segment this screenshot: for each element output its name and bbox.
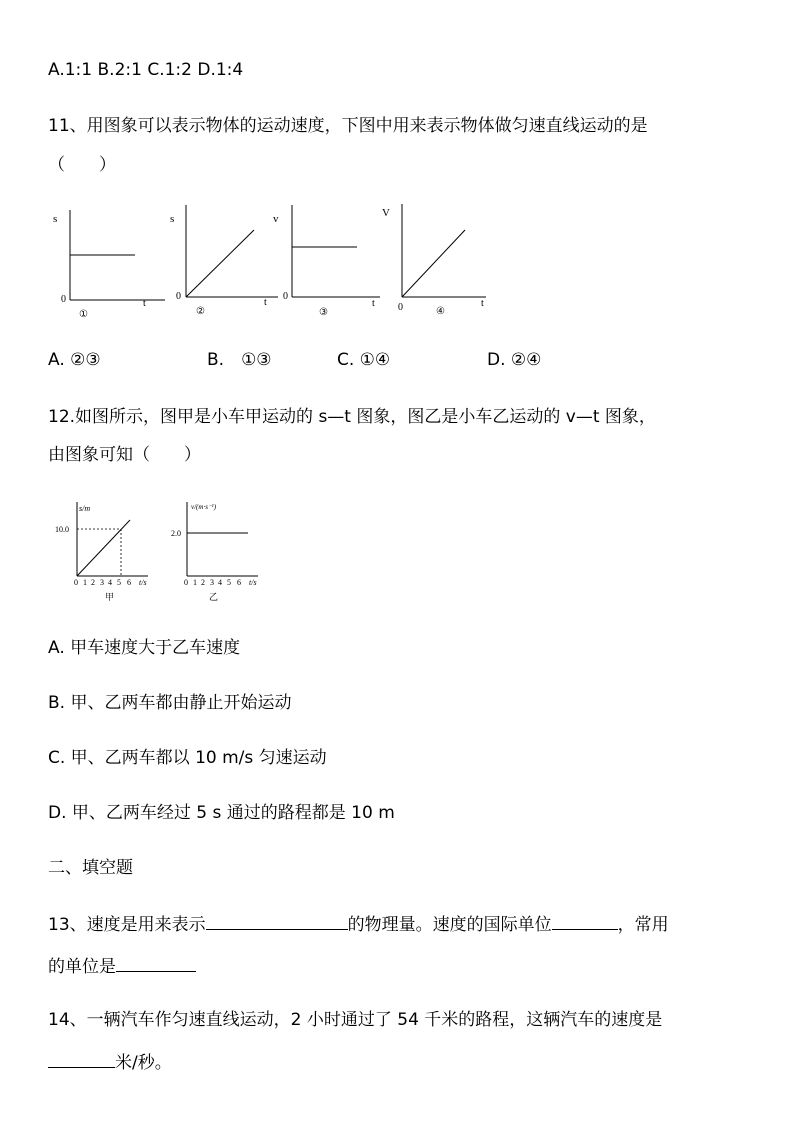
graph-ylabel: V [382,207,390,219]
q11-graph-2 [168,205,283,320]
graph-origin: 0 [61,294,66,305]
graph-ylabel: s/m [79,504,91,513]
q13-text-4: 的单位是 [48,957,116,977]
answer-blank-4[interactable] [48,1049,115,1068]
q13-text-2: 的物理量。速度的国际单位 [347,915,552,935]
graph-origin: 0 [283,291,288,302]
graph-xlabel: t [264,297,267,308]
graph-xlabel: t/s [139,578,147,587]
graph-xlabel: t [143,298,146,309]
graph-ylabel: s [170,213,175,225]
answer-blank-3[interactable] [116,953,196,972]
q14-line1: 14、一辆汽车作匀速直线运动，2 小时通过了 54 千米的路程，这辆汽车的速度是 [48,1010,663,1030]
graph-number: ② [196,306,205,317]
graph-xlabel: t [372,298,375,309]
answer-blank-1[interactable] [206,911,348,930]
tick-label: 4 [108,578,112,587]
tick-label: 2 [91,578,95,587]
tick-label: 4 [218,578,222,587]
q12-stem-line1: 12.如图所示，图甲是小车甲运动的 s—t 图象，图乙是小车乙运动的 v—t 图象， [48,407,656,427]
q13-text-3: ，常用 [617,915,669,935]
q10-options: A.1:1 B.2:1 C.1:2 D.1:4 [48,60,244,80]
q11-option-c: C. ①④ [337,350,391,370]
tick-label: 5 [227,578,231,587]
graph-ylabel: v [273,213,279,225]
tick-label: 5 [117,578,121,587]
data-line [77,520,130,576]
graph-caption: 乙 [209,592,219,602]
q11-option-a: A. ②③ [48,350,101,370]
q13-text-1: 13、速度是用来表示 [48,915,206,935]
graph-ylabel: v/(m·s⁻¹) [191,503,217,511]
graph-origin: 0 [398,302,403,313]
graph-ytick: 2.0 [171,529,181,538]
q13-line2 [48,953,196,979]
data-line [186,230,254,297]
section-title: 二、填空题 [48,858,133,878]
tick-label: 6 [237,578,241,587]
graph-number: ③ [319,307,328,318]
graph-xlabel: t [481,298,484,309]
q12-option-b: B. 甲、乙两车都由静止开始运动 [48,693,292,713]
q14-line2 [48,1049,172,1075]
tick-label: 3 [100,578,104,587]
tick-label: 0 [74,578,78,587]
q12-option-a: A. 甲车速度大于乙车速度 [48,638,241,658]
q13-line1 [48,911,669,937]
graph-ylabel: s [53,213,58,225]
tick-label: 2 [201,578,205,587]
q11-graph-4 [380,200,495,320]
q12-graph-yi [165,500,290,605]
tick-label: 6 [127,578,131,587]
graph-number: ① [79,309,88,320]
q11-graph-1 [55,210,170,320]
graph-ytick: 10.0 [55,525,69,534]
graph-caption: 甲 [105,592,115,602]
tick-label: 0 [184,578,188,587]
q11-paren: （ ） [48,155,116,175]
graph-origin: 0 [176,291,181,302]
tick-label: 1 [83,578,87,587]
answer-blank-2[interactable] [552,911,618,930]
q12-stem-line2: 由图象可知（ ） [48,445,201,465]
q11-option-b: B. ①③ [207,350,272,370]
q11-stem: 11、用图象可以表示物体的运动速度，下图中用来表示物体做匀速直线运动的是 [48,116,648,136]
q14-text-suffix: 米/秒。 [115,1053,172,1073]
q12-graph-jia [50,500,170,605]
q12-option-d: D. 甲、乙两车经过 5 s 通过的路程都是 10 m [48,803,395,823]
q11-graph-3 [275,205,390,320]
tick-label: 3 [210,578,214,587]
q11-option-d: D. ②④ [487,350,542,370]
graph-number: ④ [436,306,445,317]
graph-xlabel: t/s [249,578,257,587]
tick-label: 1 [193,578,197,587]
q12-option-c: C. 甲、乙两车都以 10 m/s 匀速运动 [48,748,327,768]
data-line [402,230,465,297]
